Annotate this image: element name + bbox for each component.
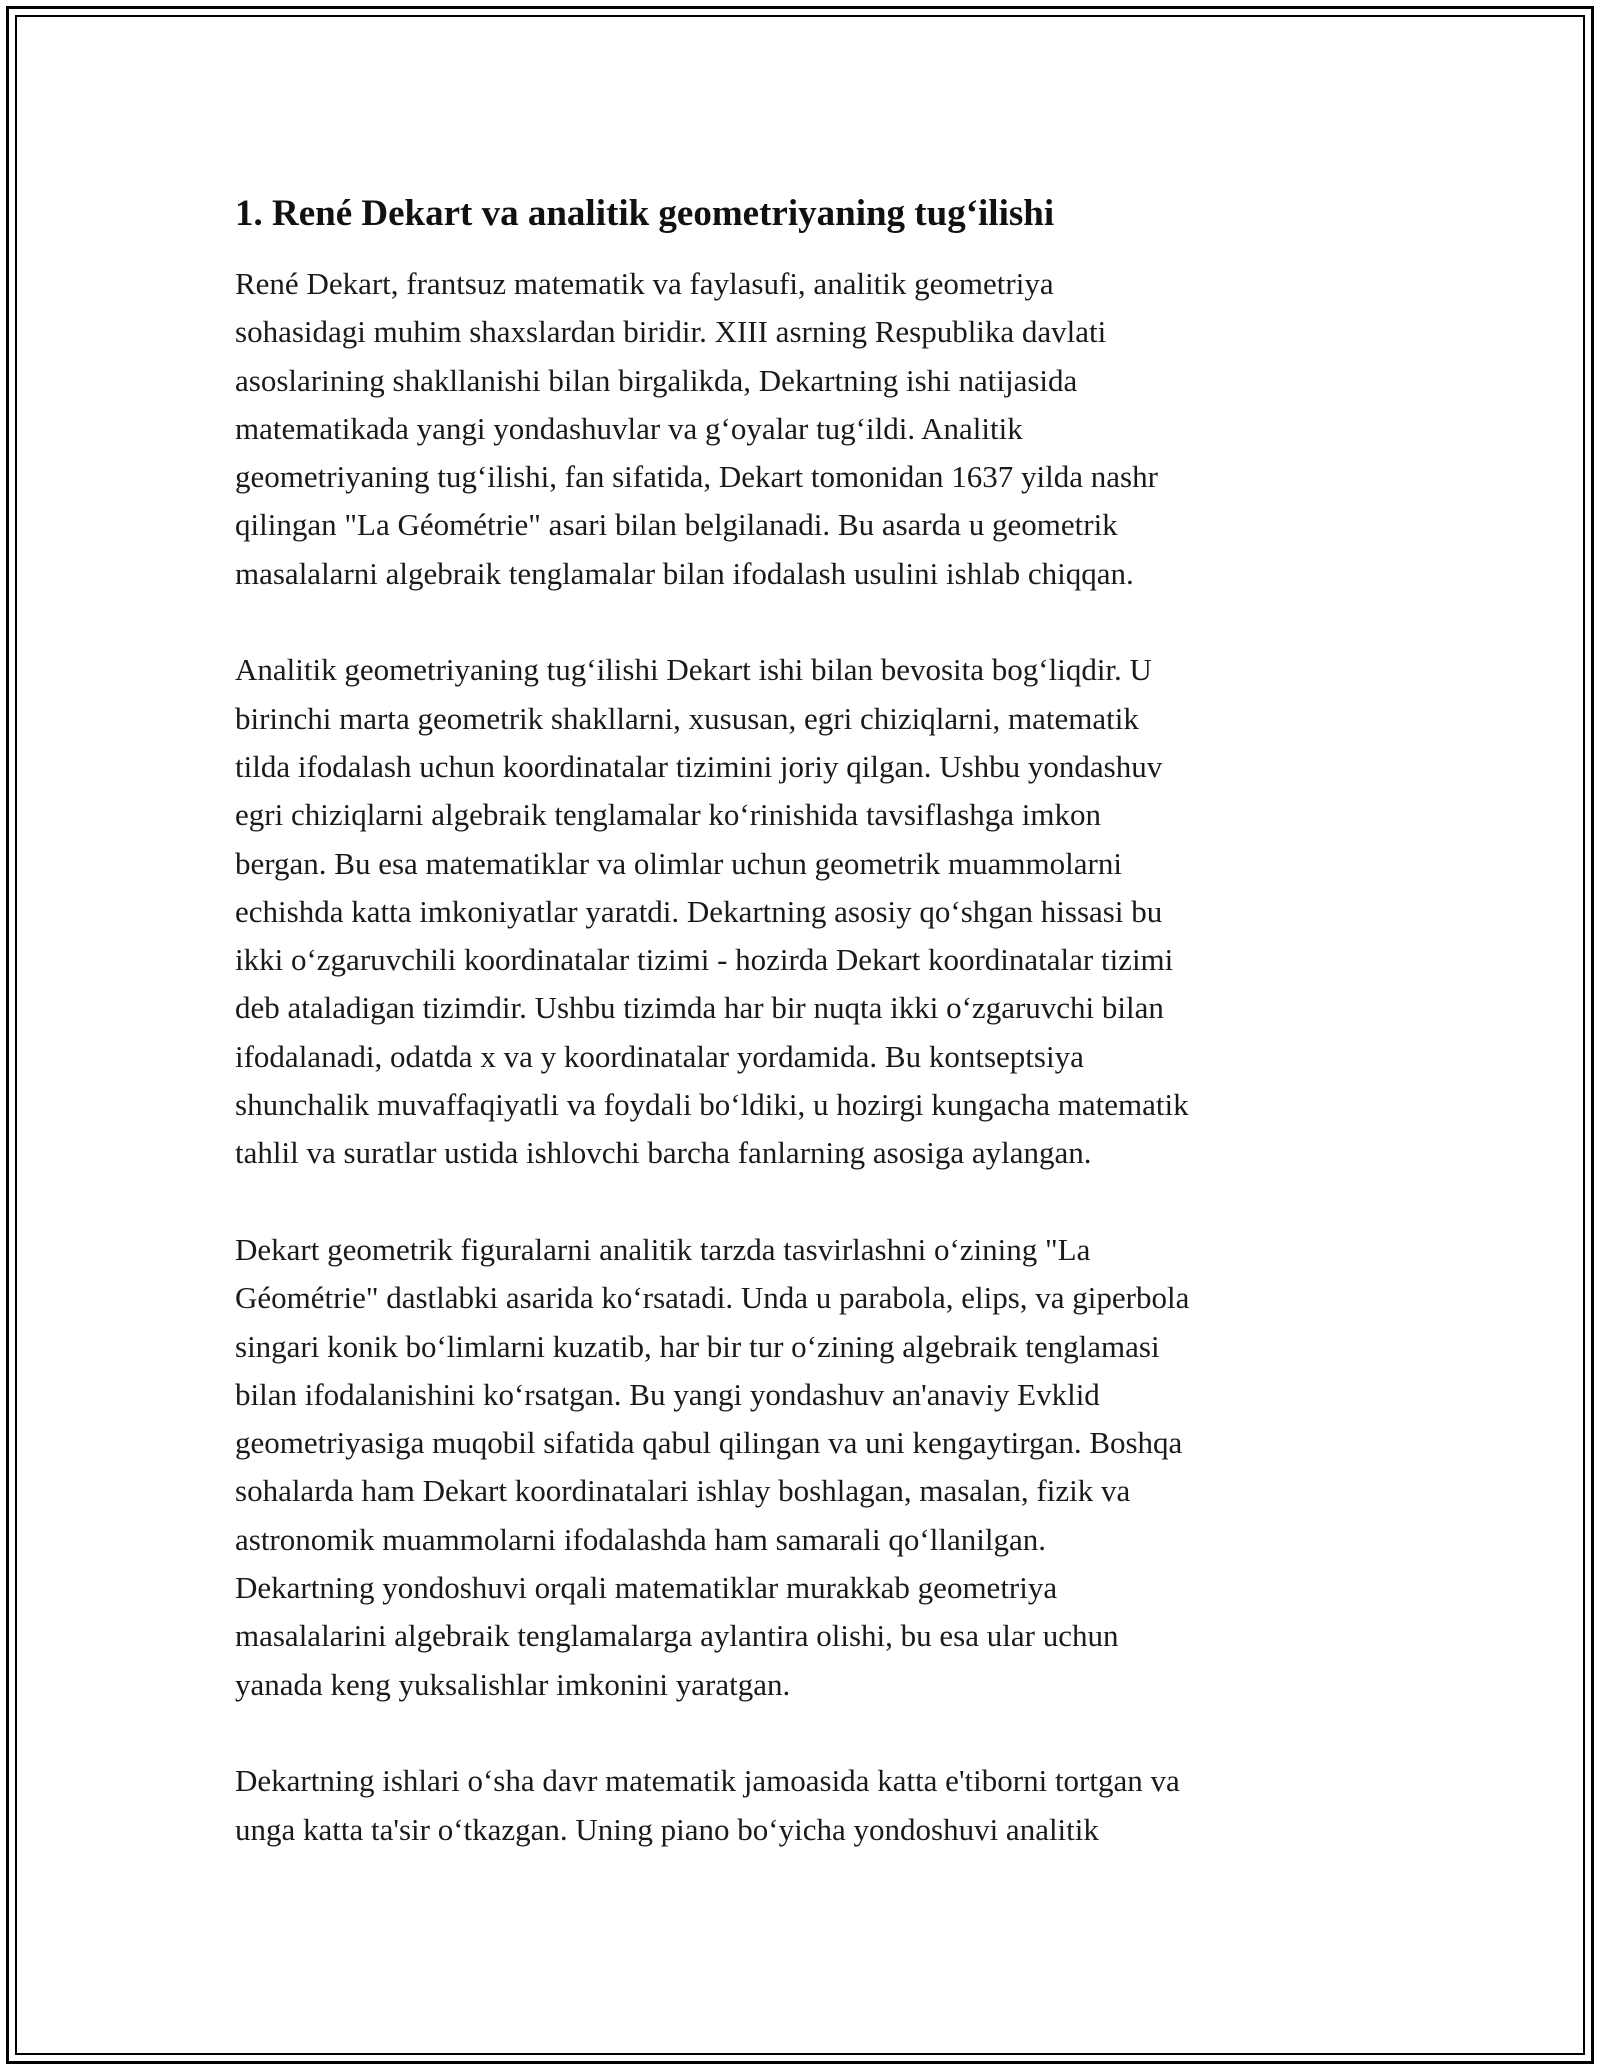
paragraph-line: ikki o‘zgaruvchili koordinatalar tizimi - hozirda Dekart koordinatalar tizimi [235, 942, 1174, 978]
paragraph-line: René Dekart, frantsuz matematik va faylasufi, analitik geometriya [235, 266, 1054, 301]
paragraph-line: shunchalik muvaffaqiyatli va foydali bo‘ldiki, u hozirgi kungacha matematik [235, 1087, 1189, 1123]
paragraph-line: astronomik muammolarni ifodalashda ham samarali qo‘llanilgan. [235, 1521, 1046, 1557]
paragraph-line: Dekart geometrik figuralarni analitik tarzda tasvirlashni o‘zining "La [235, 1231, 1091, 1267]
section-heading: 1. René Dekart va analitik geometriyaning tug‘ilishi [235, 193, 1055, 234]
paragraph-line: deb ataladigan tizimdir. Ushbu tizimda har bir nuqta ikki o‘zgaruvchi bilan [235, 990, 1164, 1026]
paragraph-line: tilda ifodalash uchun koordinatalar tizimini joriy qilgan. Ushbu yondashuv [235, 748, 1163, 784]
paragraph-line: Géométrie" dastlabki asarida ko‘rsatadi. Unda u parabola, elips, va giperbola [235, 1280, 1190, 1316]
paragraph-line: sohalarda ham Dekart koordinatalari ishlay boshlagan, masalan, fizik va [235, 1473, 1131, 1509]
paragraph-line: bergan. Bu esa matematiklar va olimlar uchun geometrik muammolarni [235, 845, 1122, 881]
paragraph [235, 1757, 1375, 1854]
document-body [235, 188, 1375, 1854]
paragraph-line: birinchi marta geometrik shakllarni, xususan, egri chiziqlarni, matematik [235, 700, 1139, 736]
paragraph-line: ifodalanadi, odatda x va y koordinatalar yordamida. Bu kontseptsiya [235, 1038, 1084, 1074]
paragraph-line: matematikada yangi yondashuvlar va g‘oyalar tug‘ildi. Analitik [235, 410, 1023, 446]
paragraph-line: sohasidagi muhim shaxslardan biridir. XIII asrning Respublika davlati [235, 314, 1107, 350]
paragraph-line: egri chiziqlarni algebraik tenglamalar ko‘rinishida tavsiflashga imkon [235, 797, 1101, 833]
paragraph-line: masalalarni algebraik tenglamalar bilan ifodalash usulini ishlab chiqqan. [235, 555, 1134, 591]
paragraph [235, 1226, 1375, 1709]
paragraph-line: echishda katta imkoniyatlar yaratdi. Dekartning asosiy qo‘shgan hissasi bu [235, 893, 1163, 929]
paragraph-line: unga katta ta'sir o‘tkazgan. Uning piano bo‘yicha yondoshuvi analitik [235, 1811, 1099, 1847]
paragraph [235, 646, 1375, 1177]
paragraph-line: bilan ifodalanishini ko‘rsatgan. Bu yangi yondashuv an'anaviy Evklid [235, 1376, 1100, 1412]
paragraph-line: asoslarining shakllanishi bilan birgalikda, Dekartning ishi natijasida [235, 362, 1078, 398]
paragraph-line: Analitik geometriyaning tug‘ilishi Dekart ishi bilan bevosita bog‘liqdir. U [235, 652, 1152, 688]
paragraph-line: qilingan "La Géométrie" asari bilan belgilanadi. Bu asarda u geometrik [235, 507, 1118, 543]
paragraph-line: yanada keng yuksalishlar imkonini yaratgan. [235, 1666, 791, 1702]
paragraph [235, 260, 1375, 598]
paragraph-line: geometriyasiga muqobil sifatida qabul qilingan va uni kengaytirgan. Boshqa [235, 1425, 1183, 1461]
paragraph-line: singari konik bo‘limlarni kuzatib, har bir tur o‘zining algebraik tenglamasi [235, 1328, 1160, 1364]
paragraph-line: geometriyaning tug‘ilishi, fan sifatida, Dekart tomonidan 1637 yilda nashr [235, 459, 1158, 495]
paragraph-line: Dekartning yondoshuvi orqali matematiklar murakkab geometriya [235, 1570, 1058, 1606]
paragraph-line: tahlil va suratlar ustida ishlovchi barcha fanlarning asosiga aylangan. [235, 1135, 1092, 1171]
paragraph-line: Dekartning ishlari o‘sha davr matematik jamoasida katta e'tiborni tortgan va [235, 1763, 1180, 1799]
paragraph-line: masalalarini algebraik tenglamalarga aylantira olishi, bu esa ular uchun [235, 1618, 1119, 1654]
paragraph-list [235, 260, 1375, 1854]
